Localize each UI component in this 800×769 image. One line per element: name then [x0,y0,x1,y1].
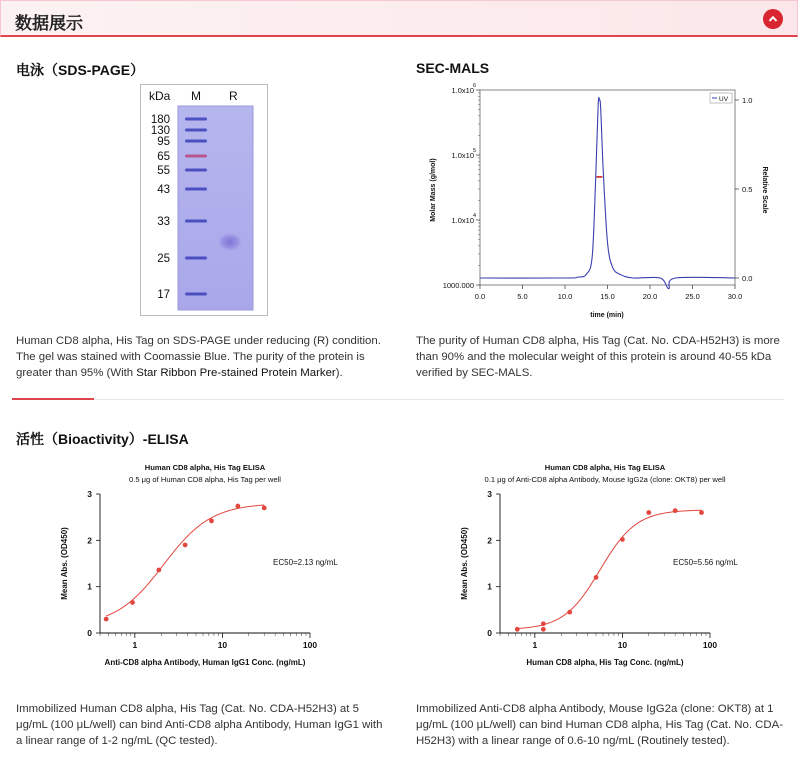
gel-marker-band-95 [185,140,207,143]
elisa-left-fit-curve [106,505,264,616]
sec-y-tick-exp-2: 5 [473,148,477,154]
elisa-right-data-point [567,610,572,615]
sec-y-tick-label-0: 1000.000 [442,281,474,290]
elisa-right-chart [455,458,765,678]
elisa-right-fit-curve [517,510,701,628]
gel-kda-tick-55: 55 [157,165,170,177]
sec-y-tick-label-2: 1.0x10 [451,151,474,160]
sec-xlabel: time (min) [590,312,624,319]
elisa-right-data-point [541,621,546,626]
elisa-right-ylabel: Mean Abs. (OD450) [460,527,469,600]
sec-x-tick-label-1: 5.0 [517,292,528,301]
gel-marker-band-55 [185,169,207,172]
elisa-left-y-tick-label-3: 3 [87,489,92,499]
gel-lane-marker-label: M [191,89,201,103]
sec-x-tick-label-5: 25.0 [685,292,700,301]
collapse-button[interactable] [763,9,783,29]
gel-body [178,106,253,310]
gel-kda-tick-43: 43 [157,184,170,196]
sec-ylabel-left: Molar Mass (g/mol) [430,158,437,222]
gel-marker-band-180 [185,118,207,121]
elisa-right-data-point [541,627,546,632]
sec-y-tick-exp-3: 6 [473,83,477,89]
elisa-right-subtitle: 0.1 μg of Anti-CD8 alpha Antibody, Mouse IgG2a (clone: OKT8) per well [484,475,726,484]
section-header [0,0,798,37]
elisa-left-subtitle: 0.5 μg of Human CD8 alpha, His Tag per well [129,475,281,484]
sds-page-gel-figure [140,84,268,316]
sds-page-caption [16,333,388,381]
sec-yr-tick-label-0: 0.0 [742,274,753,283]
sec-y-tick-exp-1: 4 [473,213,477,219]
elisa-left-x-tick-label-10: 10 [217,640,228,650]
elisa-right-x-tick-label-10: 10 [617,640,628,650]
sds-page-title: 电泳（SDS-PAGE） [16,62,145,78]
sec-ylabel-right: Relative Scale [761,166,768,214]
sec-x-tick-label-6: 30.0 [727,292,743,301]
elisa-left-y-tick-label-0: 0 [87,628,92,638]
sec-mals-caption: The purity of Human CD8 alpha, His Tag (Cat. No. CDA-H52H3) is more than 90% and the molecular weight of this protein is around 40-55 kDa verified by SEC-MALS. [416,335,780,379]
chevron-up-icon [768,14,778,24]
elisa-right-x-tick-label-1: 1 [532,640,538,650]
header-title: 数据展示 [15,14,83,33]
gel-marker-band-33 [185,220,207,223]
elisa-left-data-point [130,600,135,605]
elisa-right-x-tick-label-100: 100 [702,640,718,650]
gel-kda-tick-17: 17 [157,289,170,301]
elisa-left-data-point [104,617,109,622]
sec-y-tick-label-3: 1.0x10 [451,86,474,95]
gel-kda-tick-95: 95 [157,136,170,148]
gel-marker-band-130 [185,129,207,132]
gel-marker-band-43 [185,188,207,191]
elisa-right-y-tick-label-1: 1 [487,581,492,592]
section-divider [12,399,784,400]
sec-y-tick-label-1: 1.0x10 [451,216,474,225]
elisa-left-chart [55,458,365,678]
sec-mals-chart [420,83,785,319]
elisa-left-y-tick-label-1: 1 [87,581,92,592]
elisa-left-ec50-annotation: EC50=2.13 ng/mL [273,558,338,567]
elisa-right-title: Human CD8 alpha, His Tag ELISA [544,463,666,472]
elisa-right-data-point [594,575,599,580]
marker-product-link[interactable]: Star Ribbon Pre-stained Protein Marker [136,367,336,379]
elisa-right-xlabel: Human CD8 alpha, His Tag Conc. (ng/mL) [526,658,684,667]
elisa-left-data-point [156,568,161,573]
gel-kda-tick-33: 33 [157,216,170,228]
sds-page-caption-end: ). [335,367,343,379]
bioactivity-title: 活性（Bioactivity）-ELISA [16,431,189,447]
gel-lane-reduced-label: R [229,89,238,103]
sec-x-tick-label-2: 10.0 [557,292,573,301]
elisa-right-data-point [646,510,651,515]
gel-marker-band-17 [185,293,207,296]
elisa-left-data-point [183,543,188,548]
elisa-left-x-tick-label-1: 1 [132,640,138,650]
gel-marker-band-65 [185,155,207,158]
elisa-left-data-point [235,504,240,509]
elisa-left-caption: Immobilized Human CD8 alpha, His Tag (Cat. No. CDA-H52H3) at 5 μg/mL (100 μL/well) can bind Anti-CD8 alpha Antibody, Human IgG1 with a linear range of 1-2 ng/mL (QC tested). [16,703,383,747]
elisa-right-data-point [620,537,625,542]
gel-sample-band [217,232,243,252]
sds-page-caption-text: Human CD8 alpha, His Tag on SDS-PAGE under reducing (R) condition. The gel was stained with Coomassie Blue. The purity of the protein is greater than 95% (With [16,335,381,379]
elisa-left-data-point [209,518,214,523]
elisa-right-y-tick-label-3: 3 [487,489,492,499]
section-divider-accent [12,398,94,400]
gel-kda-tick-25: 25 [157,253,170,265]
sec-mals-title: SEC-MALS [416,60,490,76]
elisa-right-data-point [699,510,704,515]
elisa-right-caption: Immobilized Anti-CD8 alpha Antibody, Mouse IgG2a (clone: OKT8) at 1 μg/mL (100 μL/well) can bind Human CD8 alpha, His Tag (Cat. No. CDA-H52H3) with a linear range of 0.6-10 ng/mL (Routinely tested). [416,703,784,747]
elisa-right-data-point [515,627,520,632]
sec-x-tick-label-0: 0.0 [474,292,486,301]
elisa-right-y-tick-label-2: 2 [487,535,492,546]
gel-kda-tick-130: 130 [150,125,170,137]
sec-plot-frame [480,90,735,285]
sec-uv-trace [480,97,735,288]
sec-x-tick-label-3: 15.0 [600,292,615,301]
elisa-left-xlabel: Anti-CD8 alpha Antibody, Human IgG1 Conc. (ng/mL) [104,658,306,667]
elisa-left-data-point [262,506,267,511]
elisa-left-ylabel: Mean Abs. (OD450) [60,527,69,600]
elisa-left-y-tick-label-2: 2 [87,535,92,546]
sec-yr-tick-label-1: 0.5 [742,185,753,194]
sec-yr-tick-label-2: 1.0 [742,96,753,105]
elisa-right-data-point [673,508,678,513]
gel-kda-label: kDa [149,89,171,103]
gel-kda-tick-65: 65 [157,151,170,163]
sec-legend-label: UV [719,96,729,103]
gel-kda-tick-180: 180 [150,114,170,126]
elisa-right-y-tick-label-0: 0 [487,628,492,638]
elisa-right-ec50-annotation: EC50=5.56 ng/mL [673,558,738,567]
gel-marker-band-25 [185,257,207,260]
sec-x-tick-label-4: 20.0 [642,292,658,301]
elisa-left-x-tick-label-100: 100 [302,640,318,650]
elisa-left-title: Human CD8 alpha, His Tag ELISA [144,463,266,472]
